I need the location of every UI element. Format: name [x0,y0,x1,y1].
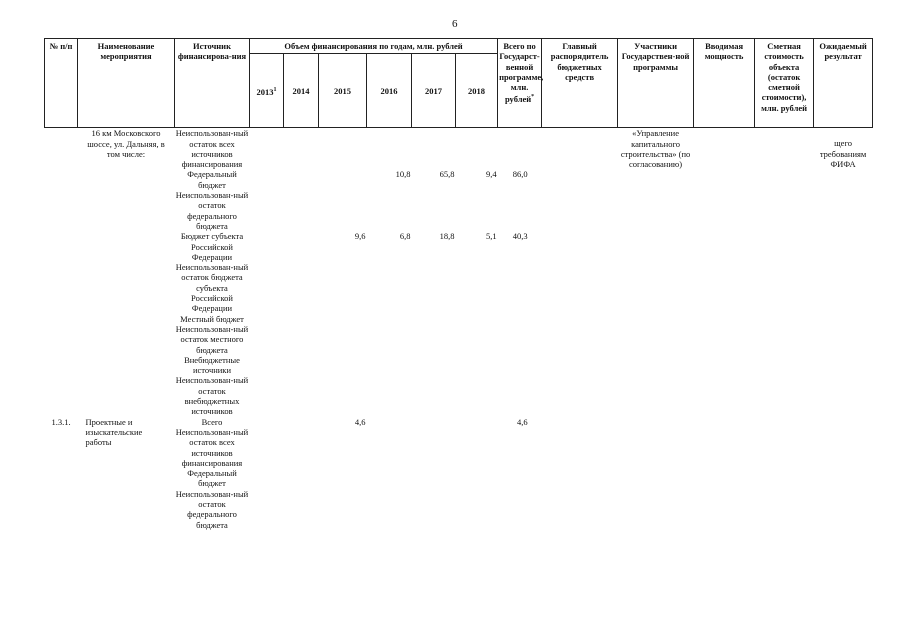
cell-result: щего требованиям ФИФА [819,138,867,169]
cell-source: Федеральный бюджет [187,468,237,489]
header-capacity: Вводимая мощность [694,39,755,128]
cell-2017: 18,8 [439,231,455,242]
header-year-2014: 2014 [284,54,319,128]
header-admin: Главный распорядитель бюджетных средств [542,39,618,128]
header-year-2017: 2017 [412,54,456,128]
cell-name: 16 км Московского шоссе, ул. Дальняя, в том числе: [87,128,165,159]
header-total: Всего по Государст-венной программе, млн. рублей* [498,39,542,128]
cell-source: Местный бюджет [180,313,244,324]
cell-2015: 9,6 [354,231,366,242]
cell-source: Неиспользован-ный остаток внебюджетных источников [175,375,249,417]
cell-source: Бюджет субъекта Российской Федерации [180,231,244,262]
cell-participants: «Управление капитального строительства» (по согласованию) [620,128,691,170]
page-number: 6 [452,18,458,30]
cell-source: Неиспользован-ный остаток федерального бюджета [175,488,249,530]
cell-total: 4,6 [516,416,528,427]
header-num: № п/п [45,39,78,128]
cell-source: Неиспользован-ный остаток федерального бюджета [175,190,249,231]
cell-source: Всего [201,416,223,427]
header-year-2018: 2018 [456,54,498,128]
cell-2016: 10,8 [395,169,411,180]
financing-table [44,38,873,530]
cell-2016: 6,8 [399,231,411,242]
cell-total: 86,0 [512,169,528,180]
cell-2015: 4,6 [354,416,366,427]
cell-source: Неиспользован-ный остаток бюджета субъекта Российской Федерации [175,262,249,314]
header-cost: Сметная стоимость объекта (остаток сметной стоимости), млн. рублей [755,39,814,128]
cell-source: Неиспользован-ный остаток местного бюджета [175,323,249,355]
header-funding-group: Объем финансирования по годам, млн. рублей [250,39,498,54]
header-result: Ожидаемый результат [814,39,873,128]
header-participants: Участники Государствен-ной программы [618,39,694,128]
table-row [45,128,873,170]
cell-name: Проектные и изыскательские работы [85,416,143,448]
cell-total: 40,3 [512,231,528,242]
cell-num: 1.3.1. [51,416,71,427]
header-year-2016: 2016 [367,54,412,128]
cell-source: Федеральный бюджет [187,169,237,190]
header-year-2015: 2015 [319,54,367,128]
table-row [45,417,873,427]
cell-num [45,128,78,417]
cell-2017: 65,8 [439,169,455,180]
cell-2018: 5,1 [485,231,497,242]
header-year-2013: 2013$^1$ [250,54,284,128]
header-source: Источник финансирова-ния [175,39,250,128]
header-name: Наименование мероприятия [78,39,175,128]
cell-source: Внебюджетные источники [184,354,240,376]
cell-source: Неиспользован-ный остаток всех источников финансирования [175,426,249,468]
cell-2018: 9,4 [485,169,497,180]
cell-source: Неиспользован-ный остаток всех источников финансирования [175,128,249,170]
